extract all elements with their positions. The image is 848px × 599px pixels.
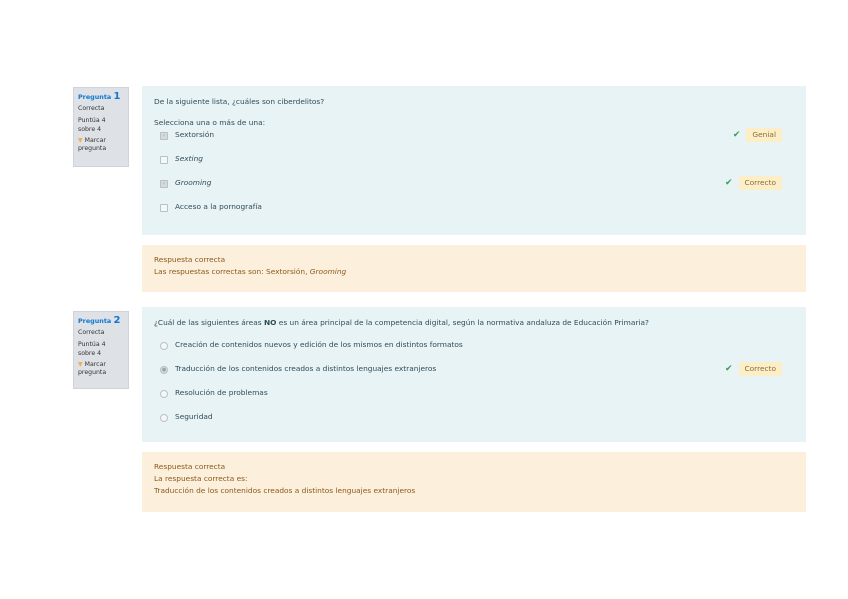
feedback-title: Respuesta correcta [154, 255, 226, 264]
checkbox-checked[interactable]: ✓ [161, 133, 167, 139]
feedback-title: Respuesta correcta [154, 462, 226, 471]
feedback-badge: Correcto [739, 362, 783, 376]
check-icon: ✔ [732, 130, 741, 140]
question-state: Correcta [78, 105, 105, 112]
question-feedback-1 [142, 245, 806, 292]
answer-list [154, 338, 794, 434]
question-number [78, 92, 124, 102]
flag-icon: ▼ [78, 361, 83, 368]
answer-prompt: Selecciona una o más de una: [154, 118, 266, 127]
answer-option[interactable] [154, 176, 794, 200]
question-label: Pregunta [78, 317, 112, 325]
checkbox-checked[interactable]: ✓ [161, 181, 167, 187]
flag-question-label: Marcar pregunta [78, 137, 107, 152]
feedback-intro: La respuesta correcta es: [154, 474, 248, 483]
radio-button[interactable] [160, 414, 168, 422]
feedback-correct-answer: Las respuestas correctas son: Sextorsión, Grooming [154, 267, 347, 276]
answer-option-label: Creación de contenidos nuevos y edición de los mismos en distintos formatos [175, 340, 463, 349]
question-content-1 [142, 86, 806, 235]
question-number-value: 2 [113, 315, 121, 326]
question-info-2 [73, 311, 129, 389]
question-grade: Puntúa 4 sobre 4 [78, 341, 106, 357]
answer-option[interactable] [154, 410, 794, 434]
feedback-badge: Correcto [739, 176, 783, 190]
answer-option[interactable] [154, 362, 794, 386]
check-icon: ✔ [724, 178, 733, 188]
feedback-correct-answer: Traducción de los contenidos creados a distintos lenguajes extranjeros [154, 486, 416, 495]
question-content-2 [142, 307, 806, 442]
feedback-badge: Genial [746, 128, 782, 142]
question-grade: Puntúa 4 sobre 4 [78, 117, 106, 133]
checkbox[interactable] [160, 204, 168, 212]
radio-button[interactable] [160, 342, 168, 350]
radio-button[interactable] [160, 390, 168, 398]
radio-button-selected[interactable]: ● [161, 367, 167, 373]
question-number-value: 1 [113, 91, 121, 102]
answer-option[interactable] [154, 386, 794, 410]
flag-question-link[interactable] [78, 361, 124, 377]
answer-feedback [725, 362, 782, 376]
check-icon: ✔ [724, 364, 733, 374]
answer-option-label: Acceso a la pornografía [175, 202, 262, 211]
answer-option-label: Resolución de problemas [175, 388, 268, 397]
answer-option-label: Grooming [175, 178, 212, 187]
question-info-1 [73, 87, 129, 167]
answer-option-label: Sextorsión [175, 130, 215, 139]
answer-option[interactable] [154, 338, 794, 362]
answer-option[interactable] [154, 200, 794, 224]
answer-option-label: Sexting [175, 154, 203, 163]
answer-list [154, 128, 794, 224]
question-number [78, 316, 124, 326]
question-text: De la siguiente lista, ¿cuáles son ciberdelitos? [154, 97, 325, 106]
flag-icon: ▼ [78, 137, 83, 144]
question-feedback-2 [142, 452, 806, 512]
answer-feedback [725, 176, 782, 190]
answer-option-label: Traducción de los contenidos creados a distintos lenguajes extranjeros [175, 364, 437, 373]
question-state: Correcta [78, 329, 105, 336]
question-text: ¿Cuál de las siguientes áreas NO es un área principal de la competencia digital, según la normativa andaluza de Educación Primaria? [154, 318, 649, 327]
checkbox[interactable] [160, 156, 168, 164]
flag-question-label: Marcar pregunta [78, 361, 107, 376]
answer-option[interactable] [154, 128, 794, 152]
answer-option[interactable] [154, 152, 794, 176]
flag-question-link[interactable] [78, 137, 124, 153]
answer-option-label: Seguridad [175, 412, 213, 421]
question-label: Pregunta [78, 93, 112, 101]
answer-feedback [733, 128, 782, 142]
